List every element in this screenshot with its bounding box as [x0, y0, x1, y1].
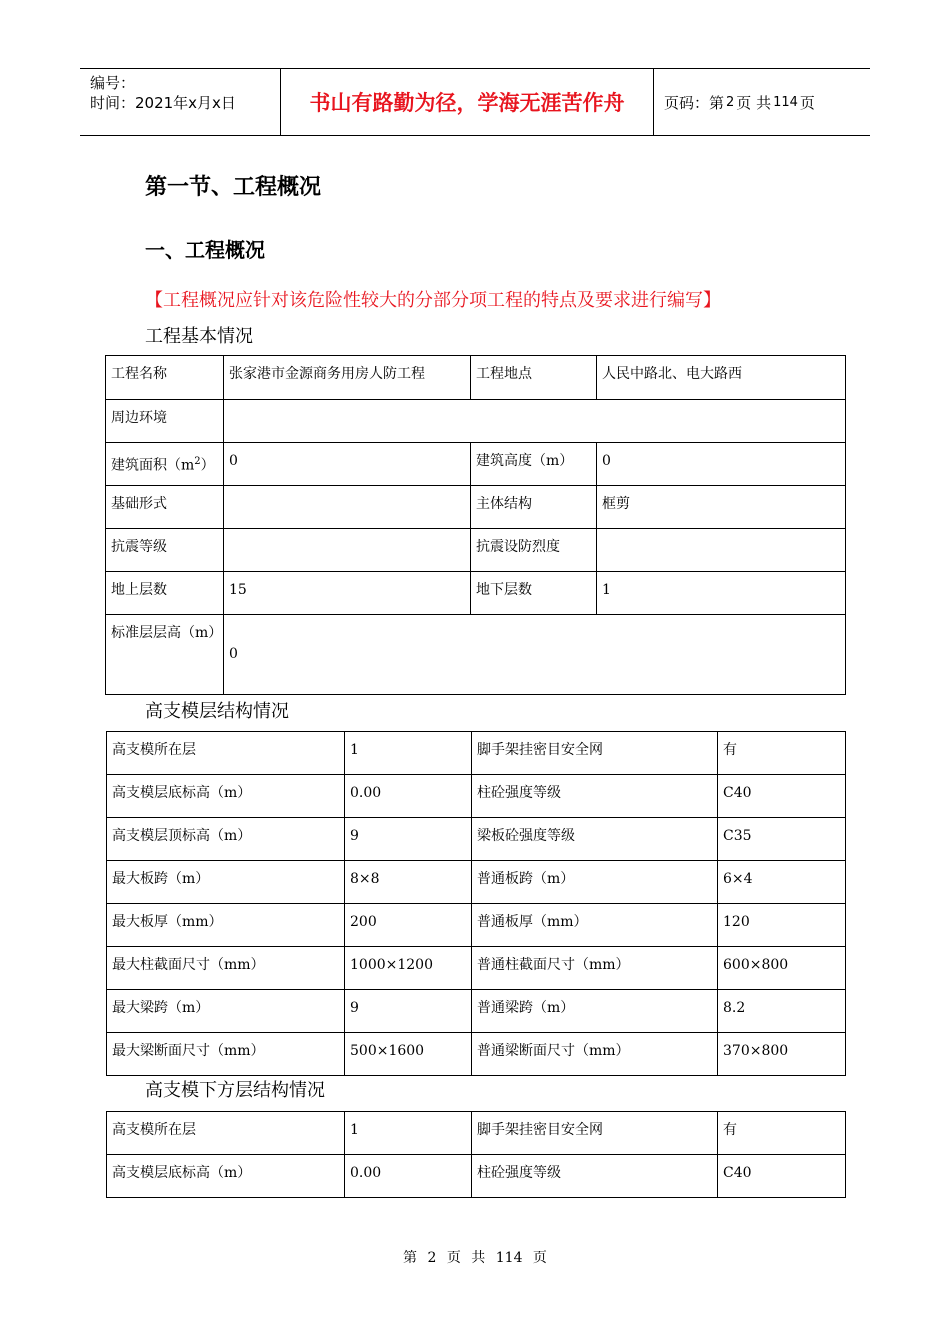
section-title: 第一节、工程概况	[145, 175, 322, 200]
table-row	[106, 615, 846, 695]
page-footer: 第 2 页 共 114 页	[403, 1250, 547, 1266]
table-row	[107, 775, 846, 818]
table-row	[107, 1155, 846, 1198]
table-row	[107, 861, 846, 904]
table2-caption: 高支模层结构情况	[145, 701, 289, 722]
table-cell: 500×1600	[345, 1033, 472, 1076]
table-cell: 1	[345, 732, 472, 775]
table-cell: 0.00	[345, 1155, 472, 1198]
sub-title: 一、工程概况	[145, 238, 265, 262]
table-cell: 1000×1200	[345, 947, 472, 990]
table-cell: 0	[224, 615, 846, 695]
table-cell: 1	[597, 572, 846, 615]
table-cell: C40	[718, 775, 846, 818]
table-cell: C40	[718, 1155, 846, 1198]
table-row	[107, 818, 846, 861]
table-cell	[224, 486, 471, 529]
date-label: 时间：2021年x月x日	[90, 94, 236, 112]
table-cell: 0.00	[345, 775, 472, 818]
table-cell: 普通梁断面尺寸（mm）	[472, 1033, 718, 1076]
table-cell: 8.2	[718, 990, 846, 1033]
table-cell: 人民中路北、电大路西	[597, 356, 846, 400]
table-cell: 工程名称	[106, 356, 224, 400]
table-cell	[224, 529, 471, 572]
table-cell: 120	[718, 904, 846, 947]
table-cell: 柱砼强度等级	[472, 1155, 718, 1198]
table-row	[106, 572, 846, 615]
table-cell: 建筑高度（m）	[471, 443, 597, 486]
table-row	[106, 443, 846, 486]
table-cell	[224, 400, 846, 443]
table-cell: 0	[597, 443, 846, 486]
table-row	[107, 732, 846, 775]
page-current: 2	[726, 94, 735, 110]
table-cell: 高支模层底标高（m）	[107, 1155, 345, 1198]
table1-caption: 工程基本情况	[145, 326, 253, 347]
table-cell: 最大板厚（mm）	[107, 904, 345, 947]
formwork-structure-table	[106, 731, 846, 1076]
table-cell: 周边环境	[106, 400, 224, 443]
table-cell	[597, 529, 846, 572]
lower-structure-table	[106, 1111, 846, 1198]
table-cell: 0	[224, 443, 471, 486]
header-divider	[653, 69, 654, 135]
header-motto: 书山有路勤为径，学海无涯苦作舟	[309, 91, 625, 115]
table-cell: 普通板厚（mm）	[472, 904, 718, 947]
table-row	[107, 1112, 846, 1155]
table-cell: 工程地点	[471, 356, 597, 400]
table-row	[107, 904, 846, 947]
table-cell: 高支模层顶标高（m）	[107, 818, 345, 861]
table-cell: 地上层数	[106, 572, 224, 615]
table-cell: 脚手架挂密目安全网	[472, 1112, 718, 1155]
area-superscript: 2	[194, 456, 201, 467]
table-cell: 高支模层底标高（m）	[107, 775, 345, 818]
table-row	[106, 356, 846, 400]
header-meta	[90, 73, 280, 113]
area-label-end: ）	[200, 457, 215, 474]
table-cell: 有	[718, 1112, 846, 1155]
table-cell: 370×800	[718, 1033, 846, 1076]
table-cell: 8×8	[345, 861, 472, 904]
table-cell: 主体结构	[471, 486, 597, 529]
table-cell: 脚手架挂密目安全网	[472, 732, 718, 775]
table-cell: 最大板跨（m）	[107, 861, 345, 904]
table-cell	[106, 443, 224, 486]
code-label: 编号：	[90, 74, 136, 92]
table-cell: 基础形式	[106, 486, 224, 529]
table-cell: 200	[345, 904, 472, 947]
table-cell: 有	[718, 732, 846, 775]
table-cell: 地下层数	[471, 572, 597, 615]
table-cell: 最大梁断面尺寸（mm）	[107, 1033, 345, 1076]
page-mid: 页 共	[736, 93, 772, 112]
table-cell: 普通梁跨（m）	[472, 990, 718, 1033]
table-cell: 张家港市金源商务用房人防工程	[224, 356, 471, 400]
table-cell: 最大梁跨（m）	[107, 990, 345, 1033]
page-total: 114	[773, 94, 798, 110]
table-cell: 柱砼强度等级	[472, 775, 718, 818]
table-cell: 抗震等级	[106, 529, 224, 572]
area-label: 建筑面积（m	[111, 457, 195, 474]
table-row	[106, 486, 846, 529]
table-cell: 标准层层高（m）	[106, 615, 224, 695]
table-cell: C35	[718, 818, 846, 861]
page-prefix: 页码：第	[664, 93, 725, 112]
table-cell: 框剪	[597, 486, 846, 529]
basic-info-table	[105, 355, 846, 695]
table3-caption: 高支模下方层结构情况	[145, 1080, 325, 1101]
table-cell: 普通板跨（m）	[472, 861, 718, 904]
table-cell: 6×4	[718, 861, 846, 904]
table-cell: 最大柱截面尺寸（mm）	[107, 947, 345, 990]
table-cell: 600×800	[718, 947, 846, 990]
table-cell: 1	[345, 1112, 472, 1155]
table-cell: 抗震设防烈度	[471, 529, 597, 572]
instruction-note: 【工程概况应针对该危险性较大的分部分项工程的特点及要求进行编写】	[145, 290, 721, 311]
table-row	[107, 947, 846, 990]
table-cell: 普通柱截面尺寸（mm）	[472, 947, 718, 990]
table-row	[106, 400, 846, 443]
page-suffix: 页	[799, 93, 815, 112]
table-cell: 梁板砼强度等级	[472, 818, 718, 861]
header-page-number	[664, 69, 815, 135]
table-cell: 9	[345, 990, 472, 1033]
table-cell: 高支模所在层	[107, 732, 345, 775]
table-row	[106, 529, 846, 572]
table-row	[107, 990, 846, 1033]
table-cell: 15	[224, 572, 471, 615]
table-cell: 高支模所在层	[107, 1112, 345, 1155]
table-row	[107, 1033, 846, 1076]
page-header	[80, 68, 870, 136]
table-cell: 9	[345, 818, 472, 861]
